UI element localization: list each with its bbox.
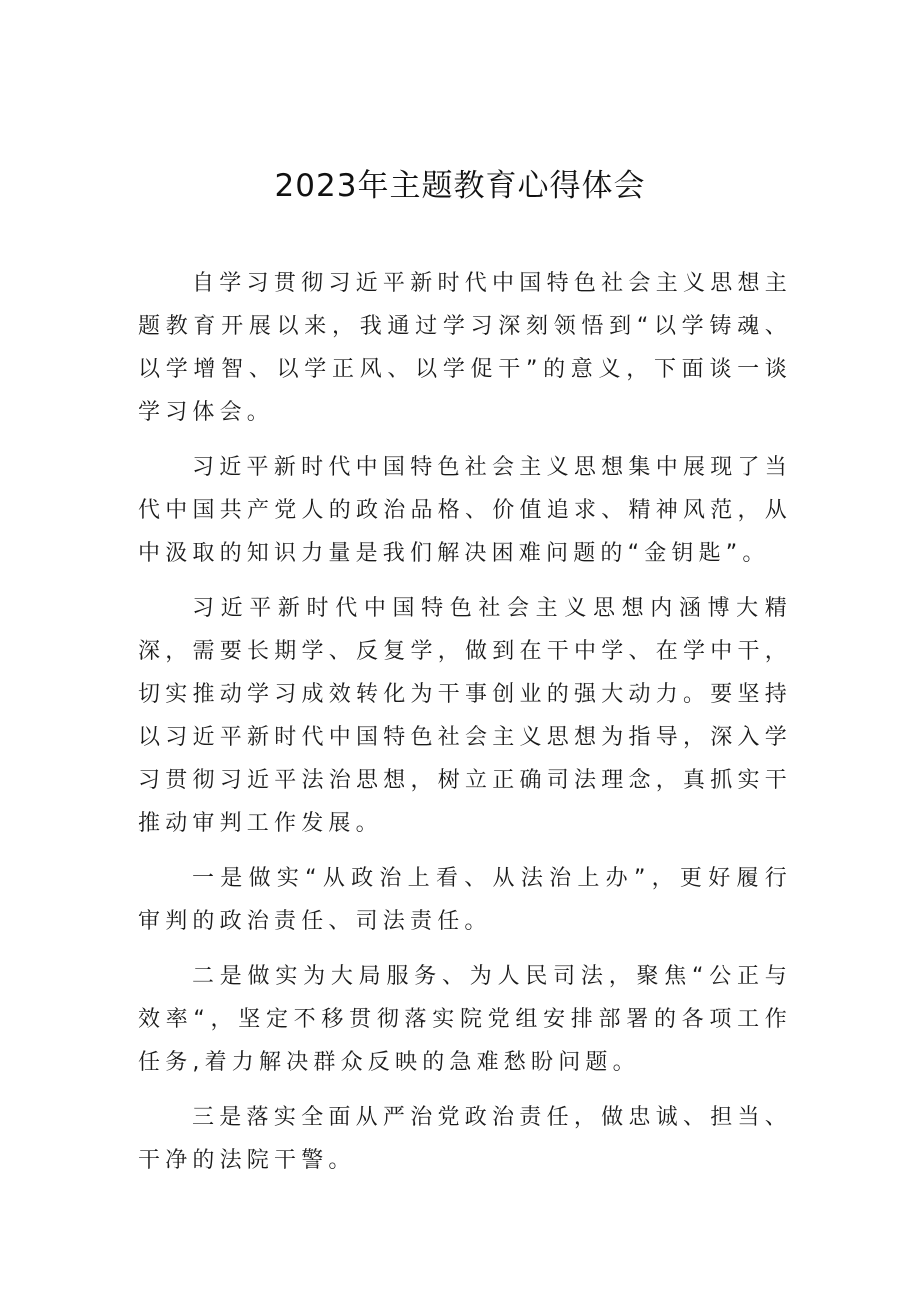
document-title: 2023年主题教育心得体会 bbox=[274, 168, 646, 204]
paragraph-point-two: 二是做实为大局服务、为人民司法，聚焦“公正与效率“，坚定不移贯彻落实院党组安排部署的各项工作任务,着力解决群众反映的急难愁盼问题。 bbox=[138, 964, 792, 1075]
document-body bbox=[138, 262, 792, 1182]
paragraph-intro: 自学习贯彻习近平新时代中国特色社会主义思想主题教育开展以来，我通过学习深刻领悟到“以学铸魂、以学增智、以学正风、以学促干”的意义，下面谈一谈学习体会。 bbox=[138, 271, 792, 425]
paragraph-study-guidance: 习近平新时代中国特色社会主义思想内涵博大精深，需要长期学、反复学，做到在干中学、在学中干，切实推动学习成效转化为干事创业的强大动力。要坚持以习近平新时代中国特色社会主义思想为指导，深入学习贯彻习近平法治思想，树立正确司法理念，真抓实干推动审判工作发展。 bbox=[138, 596, 792, 836]
paragraph-point-three: 三是落实全面从严治党政治责任，做忠诚、担当、干净的法院干警。 bbox=[138, 1105, 792, 1173]
paragraph-point-one: 一是做实“从政治上看、从法治上办”，更好履行审判的政治责任、司法责任。 bbox=[138, 866, 792, 934]
paragraph-thought-significance: 习近平新时代中国特色社会主义思想集中展现了当代中国共产党人的政治品格、价值追求、精神风范，从中汲取的知识力量是我们解决困难问题的“金钥匙”。 bbox=[138, 455, 792, 566]
